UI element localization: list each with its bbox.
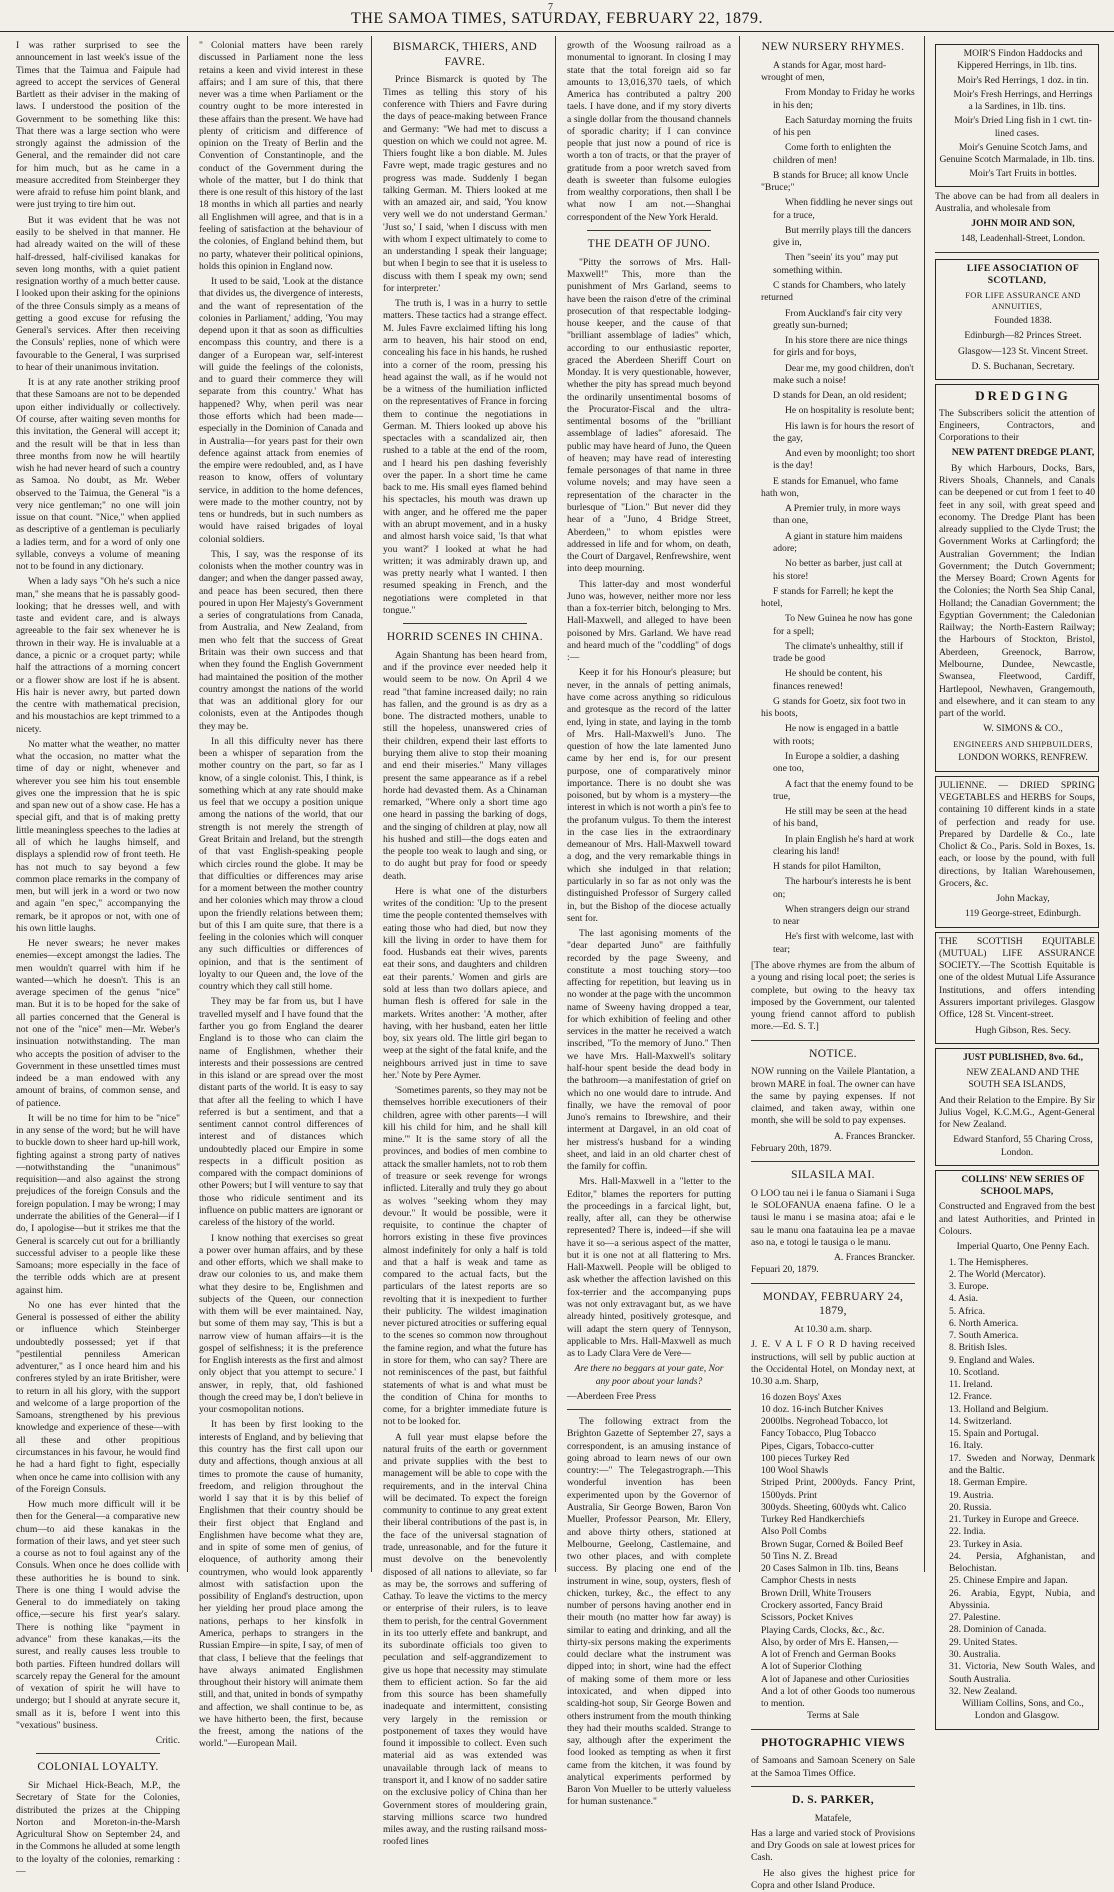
auction-item: 10 doz. 16-inch Butcher Knives (761, 1403, 884, 1415)
paragraph: Prince Bismarck is quoted by The Times as telling this story of his conference with Thiers and Favre during the days of peace-making between France and Germany: "We had met to discuss a question on which we could not agree. M. Thiers fought like a bon diable. M. Jules Favre wept, made tragic gestures and no progress was made. Suddenly I began talking German. M. Thiers looked at me with an amazed air, and said, 'You know very well we do not understand German.' 'Just so,' I said, 'when I discuss with men with whom I expect ultimately to come to an understanding I speak their language; but when I begin to see that it is useless to discuss with them I speak my own; send for interpreter.' (383, 74, 547, 294)
auction-item: 100 Wool Shawls (761, 1465, 829, 1477)
paragraph: Here is what one of the disturbers writes of the condition: 'Up to the present time the people contented themselves with eating those who had died, but now they kill the living in order to have them for food. Husbands eat their wives, parents eat their sons, and daughters and children eat their parents.' Women and girls are sold at less than two dollars apiece, and human flesh is offered for sale in the markets. Writes another: 'A mother, after having, with her husband, eaten her little boy, six years old. The little girl began to weep at the sight of the fatal knife, and the neighbours arrived just in time to save her.' Note by Pere Aymer. (383, 885, 547, 1081)
ad-subheading: NEW PATENT DREDGE PLANT, (951, 447, 1095, 459)
map-item: 17. Sweden and Norway, Denmark and the Baltic. (949, 1452, 1095, 1477)
map-item: 5. Africa. (949, 1305, 985, 1317)
article-heading: COLONIAL LOYALTY. (37, 1761, 159, 1774)
map-item: 14. Switzerland. (949, 1415, 1012, 1427)
ad-text: The above can be had from all dealers in Australia, and wholesale from (935, 190, 1099, 214)
verse-line: F stands for Farrell; he kept the hotel, (761, 585, 894, 610)
paragraph: No matter what the weather, no matter what the occasion, no matter what the time of day or night, whenever and wherever you see him his tout ensemble gives one the impression that he is spic and span new out of a show case. He has a special gift, and that is of making pretty little meaningless speeches to the ladies at all of which he laughs himself, and displays a splendid row of front teeth. He has not much to say beyond a few common place remarks in the company of men, but will jerk in a word or two now and again "en spec," accompanying the remark, be it apropos or not, with one of his own little laughs. (16, 738, 180, 934)
ad-name: JOHN MOIR AND SON, (971, 218, 1075, 230)
masthead-title: THE SAMOA TIMES, SATURDAY, FEBRUARY 22, 1879. (351, 10, 763, 27)
paragraph: This latter-day and most wonderful Juno was, however, neither more nor less than a fox-terrier bitch, belonging to Mrs. Hall-Maxwell, and alleged to have been poisoned by Mrs. Garland. We have read and heard much of the "coddling" of dogs :— (567, 578, 731, 664)
divider (751, 1161, 915, 1162)
ad-heading: DREDGING (975, 388, 1071, 404)
auction-item: Brown Sugar, Corned & Boiled Beef (761, 1538, 903, 1550)
moir-line: MOIR'S Findon Haddocks and Kippered Herrings, in 1lb. tins. (957, 48, 1083, 72)
moir-line: Moir's Genuine Scotch Jams, and Genuine Scotch Marmalade, in 1lb. tins. (939, 141, 1095, 166)
moir-advertisement (935, 44, 1099, 187)
ad-text: Constructed and Engraved from the best and latest Authorities, and Printed in Colours. (939, 1201, 1095, 1237)
paragraph: growth of the Woosung railroad as a monumental to ignorant. In closing I may state that the total foreign aid so far amounts to 13,016,370 taels, of which America has contributed a paltry 200 taels. I have done, and if my story diverts a single dollar from the thousand channels of sporadic charity; if I can convince people that just now a pound of rice is worth a ton of tracts, or that the prayer of gratitude from a poor wretch saved from death is sweeter than fulsome eulogies from wealthy corporations, then shall I be what now I am not.—Shanghai correspondent of the New York Herald. (567, 40, 731, 223)
auction-item: And a lot of other Goods too numerous to mention. (761, 1685, 915, 1710)
divider (751, 1786, 915, 1787)
map-item: 10. Scotland. (949, 1366, 1000, 1378)
julienne-advertisement (935, 776, 1099, 928)
just-published-advertisement (935, 1048, 1099, 1166)
verse-line: D stands for Dean, an old resident; (773, 390, 907, 402)
paragraph: I know nothing that exercises so great a power over human affairs, and by these and other efforts, which we shall make to draw our colonies to us, and make them what they desire to be, Englishmen and subjects of the Queen, our connection with them will be ever maintained. Nay, but some of them may say, 'This is but a narrow view of human affairs—it is the gospel of selfishness; it is the preference for English interests as the first and almost only object that you attempt to secure.' I answer, in reply, that, old fashioned though the creed may be, I don't believe in your cosmopolitan notions. (199, 1232, 363, 1416)
paragraph: Keep it for his Honour's pleasure; but never, in the annals of petting animals, have come across anything so ridiculous and grotesque as the record of the latter end, lying in state, and laying in the tomb of Mrs. Hall-Maxwell's Juno. The question of how the late lamented Juno came by her end is, for our present purpose, one of comparatively minor importance. There is no doubt she was poisoned, but by whom is a mystery—the interest in which is not worth a pin's fee to the profanum vulgus. To them the interest in the case lies in the extraordinary demeanour of Mrs. Hall-Maxwell toward a dog, and the very remarkable things in which she indulged in that relation; particularly in so far as not only was the distinguished Professor of Surgery called in, but the Bishop of the diocese actually sent for. (567, 667, 731, 924)
verse-line: A stands for Agar, most hard-wrought of men, (761, 59, 887, 83)
paragraph: But it was evident that he was not easily to be shelved in that manner. He had already waited on the will of these half-dressed, half-civilised kanakas for seven long months, with a quiet patient resignation worthy of a much better cause. I looked upon their asking for the opinions of the three Consuls simply as a means of getting a good excuse for refusing the General's services. After then receiving the Consuls' replies, none of which were favourable to the General, I was surprised to hear of their unanimous invitation. (16, 214, 180, 373)
divider (935, 252, 1099, 253)
verse-line: C stands for Chambers, who lately returned (761, 279, 906, 304)
notice-text: NOW running on the Vailele Plantation, a brown MARE in foal. The owner can have the same by paying expenses. If not claimed, and taken away, within one month, she will be sold to pay expenses. (751, 1066, 915, 1127)
map-item: 7. South America. (949, 1330, 1019, 1342)
notice-heading: NOTICE. (809, 1047, 857, 1060)
map-item: 4. Asia. (949, 1293, 979, 1305)
ad-signature: ENGINEERS AND SHIPBUILDERS, (953, 738, 1093, 749)
paragraph: In all this difficulty never has there been a whisper of separation from the mother country on the part, so far as I know, of a single colonist. This, I think, is something which at any rate should make us feel that we occupy a position unique among the nations of the world, that our strength is not merely the strength of Great Britain and Ireland, but the strength of that vast English-speaking people which circles round the globe. It may be that difficulties or differences may arise for a moment between the mother country and her colonies which may throw a cloud upon the friendly relations between them; but of this I am quite sure, that there is a feeling in the colonies which will conquer any such difficulties or differences of opinion, and that is the sentiment of loyalty to our Queen and, the love of the country which they call still home. (199, 735, 363, 993)
divider (751, 1729, 915, 1730)
divider (36, 1753, 160, 1754)
ad-signature: LONDON WORKS, RENFREW. (958, 752, 1088, 764)
moir-line: Moir's Dried Ling fish in 1 cwt. tin-lined cases. (954, 115, 1092, 139)
auction-item: 16 dozen Boys' Axes (761, 1391, 842, 1403)
map-item: 25. Chinese Empire and Japan. (949, 1575, 1068, 1587)
notice-date: February 20th, 1879. (751, 1142, 832, 1154)
notice-text: O LOO tau nei i le fanua o Siamani i Suga le SOLOFANUA enaena fafine. O le a tausi le manu i se masina atoa; afai e le sau le manu ona faatauina lea pe a mavae aso na, e totogi le tausiga o le manu. (751, 1187, 915, 1248)
column-2 (199, 40, 363, 1750)
paragraph: The last agonising moments of the "dear departed Juno" are faithfully recorded by the page Sweeny, and constitute a most touching story—too affecting for repetition, but leaving us in no wonder at the page with the uncommon name of Sweeny having dropped a tear, for which exhibition of feeling and other services in the matter he received a watch inscribed, "To the memory of Juno." Then we have Mrs. Hall-Maxwell's solitary half-hour spent beside the dead body in the bathroom—a manifestation of grief on which no one would dare to intrude. And finally, we have the removal of poor Juno's remains to Ibrewshire, and their interment at Dargavel, in an old coat of her mistress's husband for a winding sheet, and laid in an old charter chest of the family for coffin. (567, 928, 731, 1173)
map-item: 8. British Isles. (949, 1342, 1008, 1354)
verse-line: A fact that the enemy found to be true, (773, 778, 914, 802)
paragraph: Mrs. Hall-Maxwell in a "letter to the Editor," blames the reporters for putting the proceedings in a farcical light, but, really, after all, can they be otherwise represented? There is, indeed—if she will have it so—a serious aspect of the matter, but it is one not at all flattering to Mrs. Hall-Maxwell. People will be obliged to ask whether the affection lavished on this fox-terrier and the accompanying pups was not only extravagant but, as we have already hinted, positively grotesque, and will adapt the stern query of Tennyson, applicable to Mrs. Hall-Maxwell as much as to Lady Clara Vere de Vere— (567, 1176, 731, 1360)
verse-line: The climate's unhealthy, still if trade be good (773, 640, 904, 665)
auction-item: 50 Tins N. Z. Bread (761, 1550, 838, 1562)
map-item: 11. Ireland. (949, 1379, 993, 1391)
paragraph: They may be far from us, but I have travelled myself and I have found that the farther you go from England the dearer England is to those who can claim the name of Englishmen, whether their interests and their possessions are centred in this island or are spread over the most distant parts of the world. It is easy to say that after all the feeling to which I have referred is but a sentiment, and that a sentiment cannot control differences of interest and of distances which undoubtedly placed our Empire in some respects in a difficult position as compared with the compact dominions of other Powers; but I will venture to say that those who ridicule sentiment and its influence on public matters are ignorant or careless of the history of the world. (199, 996, 363, 1229)
auction-items (751, 1392, 915, 1711)
life-association-advertisement (935, 259, 1099, 380)
map-item: 12. France. (949, 1391, 992, 1403)
nursery-rhymes (751, 60, 915, 956)
column-rule (371, 36, 372, 1572)
auction-item: Also, by order of Mrs E. Hansen,— (761, 1636, 899, 1648)
source-credit: —Aberdeen Free Press (567, 1390, 656, 1402)
map-item: 26. Arabia, Egypt, Nubia, and Abyssinia. (949, 1587, 1095, 1611)
auction-intro: J. E. V A L F O R D having received instructions, will sell by public auction at the Occidental Hotel, on Monday next, at 10.30 a.m. Sharp, (751, 1339, 915, 1388)
map-item: 27. Palestine. (949, 1612, 1001, 1624)
verse-line: No better as barber, just call at his store! (773, 558, 903, 582)
moir-list (939, 48, 1095, 181)
ad-address: Edinburgh—82 Princes Street. (964, 330, 1082, 342)
ad-text: He also gives the highest price for Copra and other Island Produce. (751, 1867, 915, 1891)
map-item: 23. Turkey in Asia. (949, 1538, 1023, 1550)
verse-line: In Europe a soldier, a dashing one too, (773, 751, 900, 775)
auction-item: 300yds. Sheeting, 600yds wht. Calico (761, 1501, 907, 1513)
paragraph: The truth is, I was in a hurry to settle matters. These tactics had a strange effect. M. Jules Favre exclaimed lifting his long arm to heaven, his hair stood on end, concealing his face in his hands, he rushed into a corner of the room, pressing his head against the wall, as if he would not be a witness of the humiliation inflicted on the representatives of France in forcing them to continue the negotiations in German. M. Thiers looked up above his spectacles with a scandalized air, then rushed to a table at the end of the room, and I heard his pen dashing feverishly over the paper. In a short time he came back to me. His small eyes flamed behind his spectacles, his mouth was drawn up with anger, and he offered me the paper with an abrupt movement, and in a husky and almost harsh voice said, 'Is that what you want?' I looked at what he had written; it was admirably drawn up, and was pretty nearly what I wanted. I then resumed speaking in French, and the negotiations were completed in that tongue." (383, 298, 547, 616)
verse-line: And even by moonlight; too short is the day! (773, 448, 915, 472)
verse-line: H stands for pilot Hamilton, (773, 861, 881, 873)
auction-item: Turkey Red Handkerchiefs (761, 1514, 865, 1526)
article-heading: BISMARCK, THIERS, AND FAVRE. (392, 41, 538, 68)
auction-item: 100 pieces Turkey Red (761, 1452, 850, 1464)
ad-address: 148, Leadenhall-Street, London. (960, 233, 1086, 245)
notice-date: Fepuari 20, 1879. (751, 1264, 819, 1276)
auction-item: Crockery assorted, Fancy Braid (761, 1600, 883, 1612)
map-item: 21. Turkey in Europe and Greece. (949, 1514, 1079, 1526)
auction-item: Striped Print, 2000yds. Fancy Print, 1500yds. Print (761, 1477, 915, 1501)
ad-publisher: Edward Stanford, 55 Charing Cross, London. (953, 1134, 1093, 1158)
verse-line: A Premier truly, in more ways than one, (773, 503, 901, 527)
column-1 (16, 40, 180, 1877)
map-item: 30. Australia. (949, 1649, 1001, 1660)
moir-line: Moir's Red Herrings, 1 doz. in tin. (957, 74, 1089, 86)
verse-line: He on hospitality is resolute bent; (785, 405, 915, 417)
map-item: 22. India. (949, 1526, 986, 1538)
verse-line: The harbour's interests he is bent on; (773, 876, 912, 900)
paragraph: I was rather surprised to see the announcement in last week's issue of the Times that the Taimua and Faipule had agreed to accept the services of General Bartlett as their adviser in the making of laws. I understood the position of the Government to be something like this: That there was a large section who were strongly against the admission of the General, and the remainder did not care for him much, but as he came in a measure accredited from Steinberger they were afraid to refuse him point blank, and were just trying to tire him out. (16, 40, 180, 211)
map-item: 6. North America. (949, 1317, 1019, 1329)
verse-line: Then "seein' its you" may put something within. (773, 252, 899, 276)
ad-text: JULIENNE. — DRIED SPRING VEGETABLES and HERBS for Soups, containing 10 different kinds in a state of perfection and ready for use. Prepared by Dardelle & Co., late Cholict & Co., Paris. Sold in Boxes, 1s. each, or loose by the pound, with full directions, by Italian Warehousemen, Grocers, &c. (939, 779, 1095, 889)
map-item: 1. The Hemispheres. (949, 1256, 1029, 1268)
ad-text: And their Relation to the Empire. By Sir Julius Vogel, K.C.M.G., Agent-General for New Zealand. (939, 1094, 1095, 1131)
masthead (0, 4, 1114, 32)
verse-line: From Auckland's fair city very greatly sun-burned; (773, 307, 903, 331)
paragraph: This, I say, was the response of its colonists when the mother country was in danger; and when the danger passed away, and peace has been secured, then there poured in upon Her Majesty's Government a series of congratulations from Canada, from Australia, and New Zealand, from men who felt that the success of Great Britain was their own success and that when they found the English Government had maintained the position of the mother country amongst the nations of the world that was an additional glory for our colonists, even at the Antipodes though they may be. (199, 548, 363, 732)
ad-text: Has a large and varied stock of Provisions and Dry Goods on sale at lowest prices for Cash. (751, 1827, 915, 1864)
auction-item: Pipes, Cigars, Tobacco-cutter (761, 1440, 874, 1452)
paragraph: Sir Michael Hick-Beach, M.P., the Secretary of State for the Colonies, distributed the prizes at the Chipping Norton and Moreton-in-the-Marsh Agricultural Show on September 24, and in the Commons he alluded at some length to the loyalty of the colonies, remarking :— (16, 1780, 180, 1877)
map-item: 18. German Empire. (949, 1477, 1028, 1489)
auction-item: Also Poll Combs (761, 1526, 827, 1538)
collins-maps-advertisement (935, 1170, 1099, 1730)
paragraph: " Colonial matters have been rarely discussed in Parliament none the less retains a keen and vivid interest in these affairs; and I am sure of this, that there never was a time when Parliament or the country ought to be more interested in these affairs than the present. We have had plenty of criticism and difference of opinion on the Treaty of Berlin and the Convention of Constantinople, and the conduct of the Government during the whole of the matter, but I do think that there is one result of this history of the last 18 months in which all parties and nearly all Englishmen will agree, and that is in a feeling of satisfaction at the behaviour of the colonies, of England behind them, but no party, whatever their political opinions, holds this opinion in England now. (199, 40, 363, 272)
ad-text: By which Harbours, Docks, Bars, Rivers Shoals, Channels, and Canals can be deepened or cut from 1 feet to 40 feet in any soil, with great speed and economy. The Dredge Plant has been already supplied to the Clyde Trust; the Government Works at Carlingford; the Australian Government; the Indian Government; the Dutch Government; the Mersey Board; Crown Agents for the Colonies; the North Sea Ship Canal, Holland; the Canadian Government; the Egyptian Government; the Caledonian Railway; the North-Eastern Railway; the Harbours of Stockton, Bristol, Aberdeen, Greenock, Barrow, Melbourne, Dundee, Newcastle, Swansea, Fleetwood, Cardiff, Hartlepool, Newhaven, Grangemouth, and elsewhere, and it can steam to any part of the world. (939, 462, 1095, 720)
column-rule (555, 36, 556, 1572)
map-item: 3. Europe. (949, 1281, 989, 1293)
paragraph: He never swears; he never makes enemies—except amongst the ladies. The men wouldn't quarrel with him if he wanted—which he doesn't. This is an average specimen of the genus "nice" man. But it is to be hoped for the sake of all parties concerned that the General is not one of the "nice" men—Mr. Weber's insinuation notwithstanding. The man who accepts the position of adviser to the Government in these unsettled times must indeed be a man endowed with any amount of brains, of common sense, and of patience. (16, 938, 180, 1109)
paragraph: It used to be said, 'Look at the distance that divides us, the divergence of interests, and the want of representation of the colonies in Parliament,' adding, 'You may depend upon it that as soon as difficulties encompass this country, and there is a danger of a European war, self-interest will guide the feelings of the colonists, and to guard their commerce they will separate from this country.' What has happened? Why, when peril was near those efforts which had been made—especially in the Dominion of Canada and in Australia—for years past for their own defence against attack from enemies of the empire were redoubled, and, as I have reason to know, offers of voluntary service, in addition to the home defences, were made to the mother country, not by tens or hundreds, but in such numbers as would have raised brigades of loyal colonial soldiers. (199, 276, 363, 545)
map-item: 24. Persia, Afghanistan, and Belochistan. (949, 1550, 1095, 1575)
ad-address: Glasgow—123 St. Vincent Street. (957, 345, 1089, 357)
auction-item: Camphor Chests in nests (761, 1575, 857, 1587)
map-item: 32. New Zealand. (949, 1685, 1018, 1697)
column-3 (383, 40, 547, 1848)
verse-line: He should be content, his finances renewed! (773, 668, 883, 692)
ad-subheading: Imperial Quarto, One Penny Each. (956, 1241, 1090, 1253)
auction-item: Scissors, Pocket Knives (761, 1612, 853, 1624)
verse-line: When fiddling he never sings out for a truce, (773, 197, 913, 221)
paragraph: When a lady says "Oh he's such a nice man," she means that he is passably good-looking; that he dresses well, and with taste and evident care, and is always agreeable to the fair sex whenever he is thrown in their way. He is invaluable at a dance, a picnic or a croquet party; while half the attractions of a morning concert or a flower show are lost if he is absent. His hair is never awry, but parted down the centre with mathematical precision, and his moustachios are kept trimmed to a nicety. (16, 576, 180, 735)
verse-line: E stands for Emanuel, who fame hath won, (761, 475, 899, 499)
column-5 (751, 40, 915, 1891)
ad-text: The Subscribers solicit the attention of Engineers, Contractors, and Corporations to their (939, 407, 1095, 444)
ad-heading: PHOTOGRAPHIC VIEWS (761, 1736, 905, 1749)
column-4 (567, 40, 731, 1808)
editor-note: [The above rhymes are from the album of a young and rising local poet; the series is complete, but owing to the heavy tax imposed by the Government, our talented young friend cannot afford to publish more.—Ed. S. T.] (751, 959, 915, 1033)
ad-heading: COLLINS' NEW SERIES OF SCHOOL MAPS, (961, 1173, 1085, 1198)
dredging-advertisement (935, 384, 1099, 772)
map-item: 31. Victoria, New South Wales, and South Australia. (949, 1661, 1095, 1685)
verse-line: He's first with welcome, last with tear; (773, 931, 914, 955)
auction-heading: MONDAY, FEBRUARY 24, 1879, (762, 1290, 904, 1318)
divider (751, 1040, 915, 1041)
column-rule (187, 36, 188, 1572)
divider (403, 623, 527, 624)
ad-subheading: FOR LIFE ASSURANCE AND ANNUITIES, (965, 290, 1081, 312)
auction-item: 20 Cases Salmon in 1lb. tins, Beans (761, 1563, 899, 1575)
verse-line: Come forth to enlighten the children of men! (773, 142, 892, 166)
column-rule (924, 36, 925, 1572)
column-6 (935, 40, 1099, 1722)
ad-heading: LIFE ASSOCIATION OF SCOTLAND, (966, 262, 1080, 286)
verse-line: He now is engaged in a battle with roots; (773, 723, 899, 747)
quotation: Are there no beggars at your gate, Nor any poor about your lands? (574, 1363, 724, 1387)
auction-item: A lot of Superior Clothing (761, 1661, 862, 1673)
map-item: 15. Spain and Portugal. (949, 1428, 1039, 1440)
signature: Critic. (155, 1735, 180, 1747)
scottish-equitable-advertisement (935, 932, 1099, 1044)
article-heading: THE DEATH OF JUNO. (587, 237, 711, 250)
verse-line: In his store there are nice things for girls and for boys, (773, 335, 908, 359)
paragraph: It has been by first looking to the interests of England, and by believing that this country has the first call upon our duty and affections, though anxious at all times to promote the cause of humanity, freedom, and religion throughout the world I say that it is by this belief of Englishmen that their country should be their first object that England and Englishmen have become what they are, and in spite of some men of genius, of eloquence, of authority among their countrymen, who would look apparently almost with satisfaction upon the possibility of England's destruction, upon her yielding her proud place among the nations, perhaps to her kinsfolk in America, perhaps to strangers in the Russian Empire—in spite, I say, of men of that class, I believe that the feelings that have always animated Englishmen throughout their history will animate them still, and that, united in bonds of sympathy and affection, we shall continue to be, as we have hitherto been, the first, because the freest, among the nations of the world."—European Mail. (199, 1419, 363, 1750)
map-item: 20. Russia. (949, 1501, 992, 1513)
paragraph: It will be no time for him to be "nice" in any sense of the word; but he will have to buckle down to sheer hard up-hill work, fighting against a strong party of natives—notwithstanding the "unanimous" requisition—and also against the strong prejudices of the foreign Consuls and the foreign population. I may be wrong; I may underrate the abilities of the General—if I do, I apologise—but it strikes me that the General is scarcely cut out for a brilliantly successful adviser to a people like these Samoans; more especially in the face of the terrible odds which are at present against him. (16, 1112, 180, 1296)
verse-line: In plain English he's hard at work clearing his land! (773, 833, 915, 857)
paragraph: Again Shantung has been heard from, and if the province ever needed help it would seem to be now. On April 4 we read "that famine increased daily; no rain has fallen, and the ground is as dry as a bone. The distracted mothers, unable to still the hopeless, unanswered cries of their children, expend their last efforts to burying them alive to stop their moaning and end their miseries." Many villages present the same appearance as if a rebel horde had devasted them. As a Chinaman remarked, "Where only a short time ago one heard in passing the barking of dogs, and the singing of children at play, now all his hushed and still—the dogs eaten and the people too weak to laugh and sing, or to do aught but pray for food or speedy death. (383, 649, 547, 882)
verse-line: Each Saturday morning the fruits of his pen (773, 114, 913, 139)
map-item: 29. United States. (949, 1636, 1018, 1648)
verse-line: To New Guinea he now has gone for a spell; (773, 613, 913, 637)
ad-signature: D. S. Buchanan, Secretary. (971, 360, 1075, 372)
paragraph: How much more difficult will it be then for the General—a comparative new chum—to aid these kanakas in the formation of their laws, and yet steer such a course as not to foul against any of the Consuls. When once he does collide with these authorities he is bound to sink. There is one thing I would advise the General to do immediately on taking office,—secure his first year's salary. There is nothing like "payment in advance" from these kanakas,—its the surest, and really causes less trouble to both parties. Fifteen hundred dollars will scarcely repay the General for the amount of vexation of spirit he will have to undergo; but I should at anyrate secure it, small as it is, before I went into this "vexatious" business. (16, 1499, 180, 1731)
notice-signature: A. Frances Brancker. (834, 1252, 915, 1264)
article-heading: NEW NURSERY RHYMES. (761, 41, 905, 53)
verse-line: From Monday to Friday he works in his den; (773, 87, 915, 111)
auction-item: A lot of French and German Books (761, 1649, 896, 1661)
ad-text: of Samoans and Samoan Scenery on Sale at the Samoa Times Office. (751, 1755, 915, 1779)
map-item: 13. Holland and Belgium. (949, 1403, 1049, 1415)
map-item: 2. The World (Mercator). (949, 1268, 1046, 1280)
auction-item: Brown Drill, White Trousers (761, 1587, 872, 1599)
divider (567, 1409, 731, 1410)
paragraph: The following extract from the Brighton Gazette of September 27, says a correspondent, is an amusing instance of going abroad to learn news of our own country:—" The Telegastrograph.—This wonderful invention has been experimented upon by the Governor of Australia, Sir George Bowen, Baron Von Mueller, Professor Pearson, Mr. Ellery, and above thirty others, stationed at Melbourne, Geelong, Castlemaine, and two other places, and with complete success. By placing one end of the instrument in wine, soup, oysters, flesh of chicken, turkey, &c., the effect to any number of persons having another end in their mouth (no matter how far away) is similar to eating and drinking, and all the thirty-six persons making the experiments could declare what the instrument was dipped into; in short, wine had the effect of making some of them more or less intoxicated, and when dipped into scalding-hot soup, Sir George Bowen and others instrument from the mouth thinking they had their mouths scalded. Strange to say, although after the experiment the food looked as tempting as when it first came from the kitchen, it was found by analytical experiments performed by Baron Von Mueller to be utterly valueless for human sustenance." (567, 1416, 731, 1808)
map-item: 28. Dominion of Canada. (949, 1624, 1047, 1636)
paragraph: A full year must elapse before the natural fruits of the earth or government and private supplies with the best to management will be able to cope with the requirements, and in the interval China will be decimated. To expect the foreign community to continue to any great extent their liberal contributions of the past is, in the face of the universal stagnation of trade, unreasonable, and for the future it must devolve on the benevolently disposed of all nations to alleviate, so far as may be, the sorrows and suffering of Cathay. To leave the victims to the mercy or enterprise of their rulers, is to leave them to perish, for the central Government in its too utterly effete and bankrupt, and its subordinate officials too given to peculation and self-aggrandizement to give us hope that necessity may stimulate them to efficient action. So far the aid from this source has been shamefully inadequate and intermittent, consisting very largely in the remission or postponement of taxes they would have found it impossible to collect. Even such material aid as was extended was unavailable through lack of means to transport it, and I know of no sadder satire on the exclusive policy of China than her Government stores of mouldering grain, starving millions scarce two hundred miles away, and the rusting railsand moss-roofed lines (383, 1431, 547, 1848)
ad-founded: Founded 1838. (994, 315, 1052, 326)
verse-line: A giant in stature him maidens adore; (773, 530, 903, 555)
notice-heading: SILASILA MAI. (791, 1169, 875, 1182)
divider (587, 230, 711, 231)
moir-line: Moir's Tart Fruits in bottles. (969, 168, 1077, 180)
paragraph: "Pitty the sorrows of Mrs. Hall-Maxwell!" This, more than the punishment of Mrs Garland, seems to have been the raison d'etre of the criminal prosecution of that respectable lodging-house keeper, and the cause of that "brilliant assemblage of ladies" which, according to our enthusiastic reporter, graced the Aberdeen Sheriff Court on Monday. It is very questionable, however, whether the pity has spread much beyond the ordinarily unsentimental bosoms of the Procurator-Fiscal and the ultra-sentimental bosoms of the "brilliant assemblage of ladies" aforesaid. The public may have heard of Juno, the Queen of heaven; may have read of interesting female personages of that name in three volume novels; and may have seen a representation of the character in the burlesque of "Lion." But never did they hear of a "Juno, 4 Bridge Street, Aberdeen," to whom epistles were addressed in life and for whom, on death, the Court of Dargavel, Renfrewshire, went into deep mourning. (567, 256, 731, 575)
paragraph: It is at any rate another striking proof that these Samoans are not to be depended upon either individually or collectively. Of course, after waiting seven months for this invitation, the General will accept it; and the result will be that in less than three months from now he will heartily wish he had never heard of such a country as Samoa. No doubt, as Mr. Weber observed to the Taimua, the General "is a very nice gentleman;" no one will join issue on that count. "Nice," when applied as descriptive of a gentleman is peculiarly a ladies term, and for a word of only one syllable, conveys a volume of meaning not to be found in any dictionary. (16, 377, 180, 573)
ad-place: Matafele, (814, 1812, 852, 1824)
page-number: 7 (548, 2, 554, 13)
auction-item: Fancy Tobacco, Plug Tobacco (761, 1428, 876, 1440)
col1-article (16, 40, 180, 1747)
map-item: 16. Italy. (949, 1440, 983, 1452)
verse-line: G stands for Goetz, six foot two in his boots, (761, 695, 906, 720)
auction-item: A lot of Japanese and other Curiosities (761, 1673, 910, 1685)
verse-line: B stands for Bruce; all know Uncle "Bruce;" (761, 169, 909, 194)
ad-heading: JUST PUBLISHED, 8vo. 6d., (962, 1051, 1084, 1063)
paragraph: No one has ever hinted that the General is possessed of either the ability or influence which Steinberger undoubtedly possessed; yet if that "pestilential penniless American adventurer," as I once heard him and his confreres styled by an irate Britisher, were to return in all his glory, with the support and welcome of a large proportion of the Samoans, strengthened by his previous knowledge and experience of these—with all these and other propitious circumstances in his favour, he would find he had a hard fight to fight, especially when once he came into collision with any of the Foreign Consuls. (16, 1299, 180, 1495)
divider (751, 1283, 915, 1284)
article-heading: HORRID SCENES IN CHINA. (386, 631, 544, 644)
ad-signature: William Collins, Sons, and Co., London and Glasgow. (962, 1698, 1084, 1722)
verse-line: When strangers deign our strand to near (773, 903, 910, 928)
auction-item: Playing Cards, Clocks, &c., &c. (761, 1624, 885, 1636)
verse-line: His lawn is for hours the resort of the gay, (773, 420, 915, 444)
map-item: 9. England and Wales. (949, 1354, 1035, 1366)
column-rule (739, 36, 740, 1572)
map-item: 19. Austria. (949, 1489, 994, 1501)
verse-line: He still may be seen at the head of his band, (773, 806, 907, 830)
ad-signature: John Mackay, (996, 893, 1050, 905)
auction-item: 2000lbs. Negrohead Tobacco, lot (761, 1416, 888, 1428)
paragraph: 'Sometimes parents, so they may not be themselves horrible executioners of their children, agree with other parents—I will kill his child for him, and he shall kill mine.'" It is the same story of all the provinces, and bodies of men combine to attack the smaller hamlets, not to rob them of treasure or seek revenge for wrongs inflicted. Literally and truly they go about as wolves "seeking whom they may devour." It would be possible, were it requisite, to continue the chapter of horrors existing in these five provinces almost indefinitely for only a half is told and that a half is weak and tame as compared to the actual facts, but the particulars of the latest reports are so revolting that it is inexpedient to further their publicity. The wildest imagination never pictured atrocities or suffering equal to the scenes so common now throughout the famine region, and what the future has in store for them, who can say? There are not reminiscences of the past, but faithful statements of what is and what must be the condition of China for months to come, for a brighter immediate future is not to be looked for. (383, 1085, 547, 1428)
auction-terms: Terms at Sale (806, 1710, 860, 1722)
auction-time: At 10.30 a.m. sharp. (793, 1324, 873, 1336)
notice-signature: A. Frances Brancker. (834, 1130, 915, 1142)
ad-signature: Hugh Gibson, Res. Secy. (975, 1024, 1071, 1036)
ad-signature: W. SIMONS & CO., (983, 723, 1063, 735)
verse-line: But merrily plays till the dancers give in, (773, 224, 912, 249)
maps-list (939, 1257, 1095, 1699)
ad-text: THE SCOTTISH EQUITABLE (MUTUAL) LIFE ASSURANCE SOCIETY.—The Scottish Equitable is one of the oldest Mutual Life Assurance Institutions, and offers intending Assurers important privileges. Glasgow Office, 128 St. Vincent-street. (939, 935, 1095, 1021)
verse-line: Dear me, my good children, don't make such a noise! (773, 362, 914, 386)
ad-address: 119 George-street, Edinburgh. (965, 908, 1081, 920)
ad-heading: D. S. PARKER, (792, 1793, 874, 1806)
ad-subheading: NEW ZEALAND AND THE SOUTH SEA ISLANDS, (966, 1067, 1080, 1091)
moir-line: Moir's Fresh Herrings, and Herrings a la Sardines, in 1lb. tins. (953, 88, 1093, 113)
